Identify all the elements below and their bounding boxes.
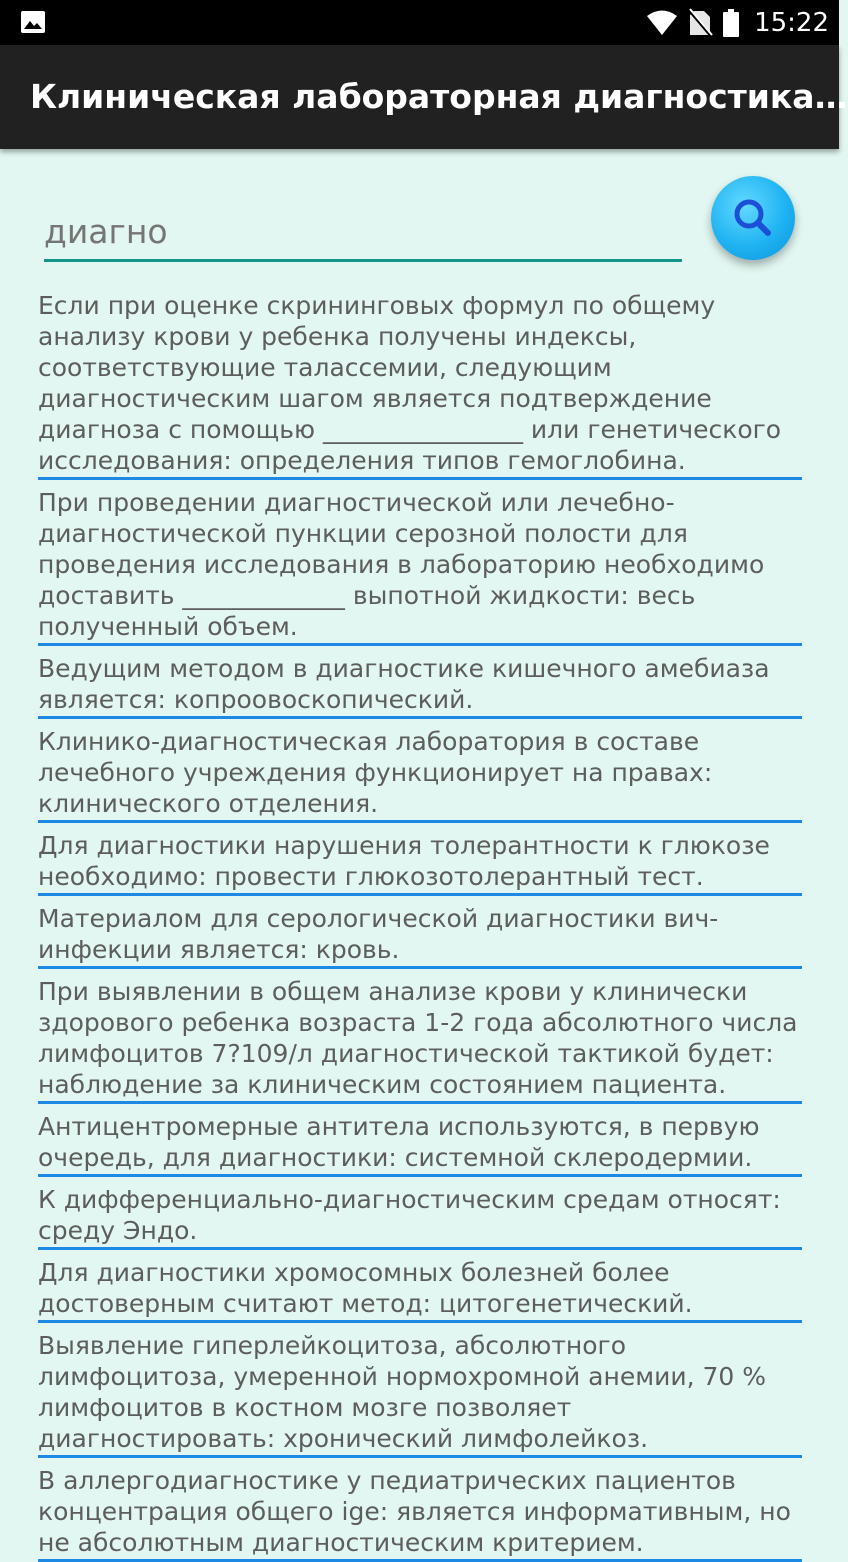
search-icon	[728, 193, 778, 243]
list-item[interactable]: При выявлении в общем анализе крови у клинически здорового ребенка возраста 1-2 года абсолютного числа лимфоцитов 7?109/л диагностической тактикой будет: наблюдение за клиническим состоянием пациента.	[38, 975, 802, 1104]
list-item[interactable]: Для диагностики хромосомных болезней более достоверным считают метод: цитогенетический.	[38, 1256, 802, 1323]
search-input[interactable]	[44, 205, 682, 257]
gallery-icon	[20, 10, 46, 34]
search-button[interactable]	[711, 176, 795, 260]
status-bar	[0, 0, 839, 45]
list-item[interactable]: Ведущим методом в диагностике кишечного амебиаза является: копроовоскопический.	[38, 652, 802, 719]
search-underline	[44, 259, 682, 262]
no-sim-icon	[688, 9, 712, 37]
battery-icon	[722, 9, 740, 37]
list-item[interactable]: Выявление гиперлейкоцитоза, абсолютного лимфоцитоза, умеренной нормохромной анемии, 70 % лимфоцитов в костном мозге позволяет диагностировать: хронический лимфолейкоз.	[38, 1329, 802, 1458]
status-icons	[646, 0, 829, 45]
search-field[interactable]	[44, 205, 682, 265]
wifi-icon	[646, 10, 678, 36]
list-item[interactable]: Для диагностики нарушения толерантности к глюкозе необходимо: провести глюкозотолерантный тест.	[38, 829, 802, 896]
list-item[interactable]: К дифференциально-диагностическим средам относят: среду Эндо.	[38, 1183, 802, 1250]
list-item[interactable]: Материалом для серологической диагностики вич-инфекции является: кровь.	[38, 902, 802, 969]
list-item[interactable]: Если при оценке скрининговых формул по общему анализу крови у ребенка получены индексы, соответствующие талассемии, следующим диагностическим шагом является подтверждение диагноза с помощью ________________ или генетического исследования: определения типов гемоглобина.	[38, 289, 802, 480]
list-item[interactable]: Клинико-диагностическая лаборатория в составе лечебного учреждения функционирует на правах: клинического отделения.	[38, 725, 802, 823]
app-bar	[0, 45, 848, 149]
results-list	[38, 289, 806, 1557]
app-title: Клиническая лабораторная диагностика…	[30, 77, 848, 116]
status-time: 15:22	[754, 7, 829, 38]
list-item[interactable]: Антицентромерные антитела используются, в первую очередь, для диагностики: системной склеродермии.	[38, 1110, 802, 1177]
list-item[interactable]: В аллергодиагностике у педиатрических пациентов концентрация общего ige: является информативным, но не абсолютным диагностическим критерием.	[38, 1464, 802, 1562]
list-item[interactable]: При проведении диагностической или лечебно-диагностической пункции серозной полости для проведения исследования в лабораторию необходимо доставить _____________ выпотной жидкости: весь полученный объем.	[38, 486, 802, 646]
